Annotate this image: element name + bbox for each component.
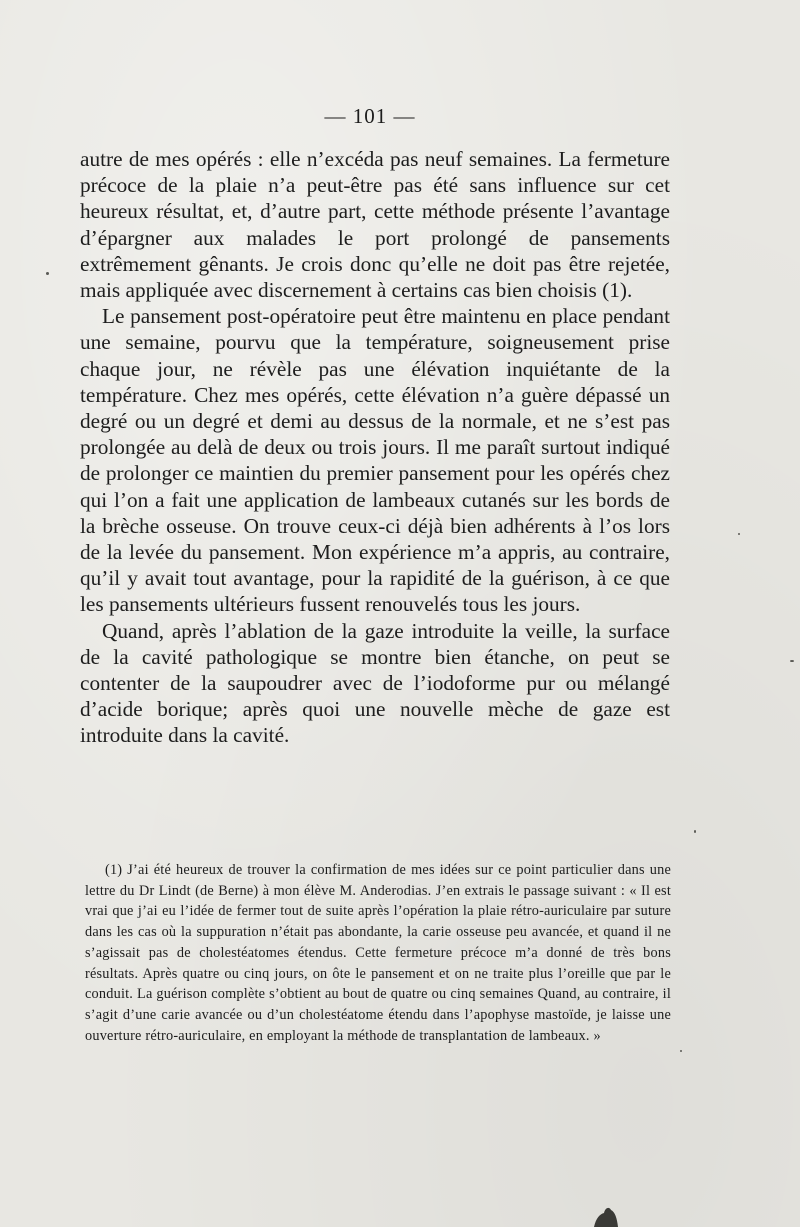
- ink-blot-icon: [590, 1204, 620, 1227]
- paragraph-3: Quand, après l’ablation de la gaze introduite la veille, la surface de la cavité pathologique se montre bien étanche, on peut se contenter de la saupoudrer avec de l’iodoforme pur ou mélangé d’acide borique; après quoi une nouvelle mèche de gaze est introduite dans la cavité.: [80, 618, 670, 748]
- paper-speck: [680, 1050, 682, 1052]
- footnote-section: [85, 860, 671, 1046]
- paper-speck: [694, 830, 696, 833]
- paper-speck: [790, 660, 794, 662]
- paper-speck: [738, 533, 740, 535]
- paper-speck: [46, 272, 49, 275]
- page-number: — 101 —: [324, 104, 416, 128]
- footnote-1: (1) J’ai été heureux de trouver la confirmation de mes idées sur ce point particulier dans une lettre du Dr Lindt (de Berne) à mon élève M. Anderodias. J’en extrais le passage suivant : « Il est vrai que j’ai eu l’idée de fermer tout de suite après l’opération la plaie rétro-auriculaire par suture dans les cas où la suppuration n’était pas abondante, la carie osseuse peu avancée, et quand il ne s’agissait pas de cholestéatomes étendus. Cette fermeture précoce m’a donné de très bons résultats. Après quatre ou cinq jours, on ôte le pansement et on ne traite plus l’oreille que par le conduit. La guérison complète s’obtient au bout de quatre ou cinq semaines Quand, au contraire, il s’agit d’une carie avancée ou d’un cholestéatome étendu dans l’apophyse mastoïde, je laisse une ouverture rétro-auriculaire, en employant la méthode de transplantation de lambeaux. »: [85, 862, 671, 1044]
- main-text: [80, 146, 670, 749]
- paragraph-1: autre de mes opérés : elle n’excéda pas neuf semaines. La fermeture précoce de la plaie n’a peut-être pas été sans influence sur cet heureux résultat, et, d’autre part, cette méthode présente l’avantage d’épargner aux malades le port prolongé de pansements extrêmement gênants. Je crois donc qu’elle ne doit pas être rejetée, mais appliquée avec discernement à certains cas bien choisis (1).: [80, 147, 670, 303]
- paragraph-2: Le pansement post-opératoire peut être maintenu en place pendant une semaine, pourvu que la température, soigneusement prise chaque jour, ne révèle pas une élévation inquiétante de la température. Chez mes opérés, cette élévation n’a guère dépassé un degré ou un degré et demi au dessus de la normale, et ne s’est pas prolongée au delà de deux ou trois jours. Il me paraît surtout indiqué de prolonger ce maintien du premier pansement pour les opérés chez qui l’on a fait une application de lambeaux cutanés sur les bords de la brèche osseuse. On trouve ceux-ci déjà bien adhérents à l’os lors de la levée du pansement. Mon expérience m’a appris, au contraire, qu’il y avait tout avantage, pour la rapidité de la guérison, à ce que les pansements ultérieurs fussent renouvelés tous les jours.: [80, 304, 670, 617]
